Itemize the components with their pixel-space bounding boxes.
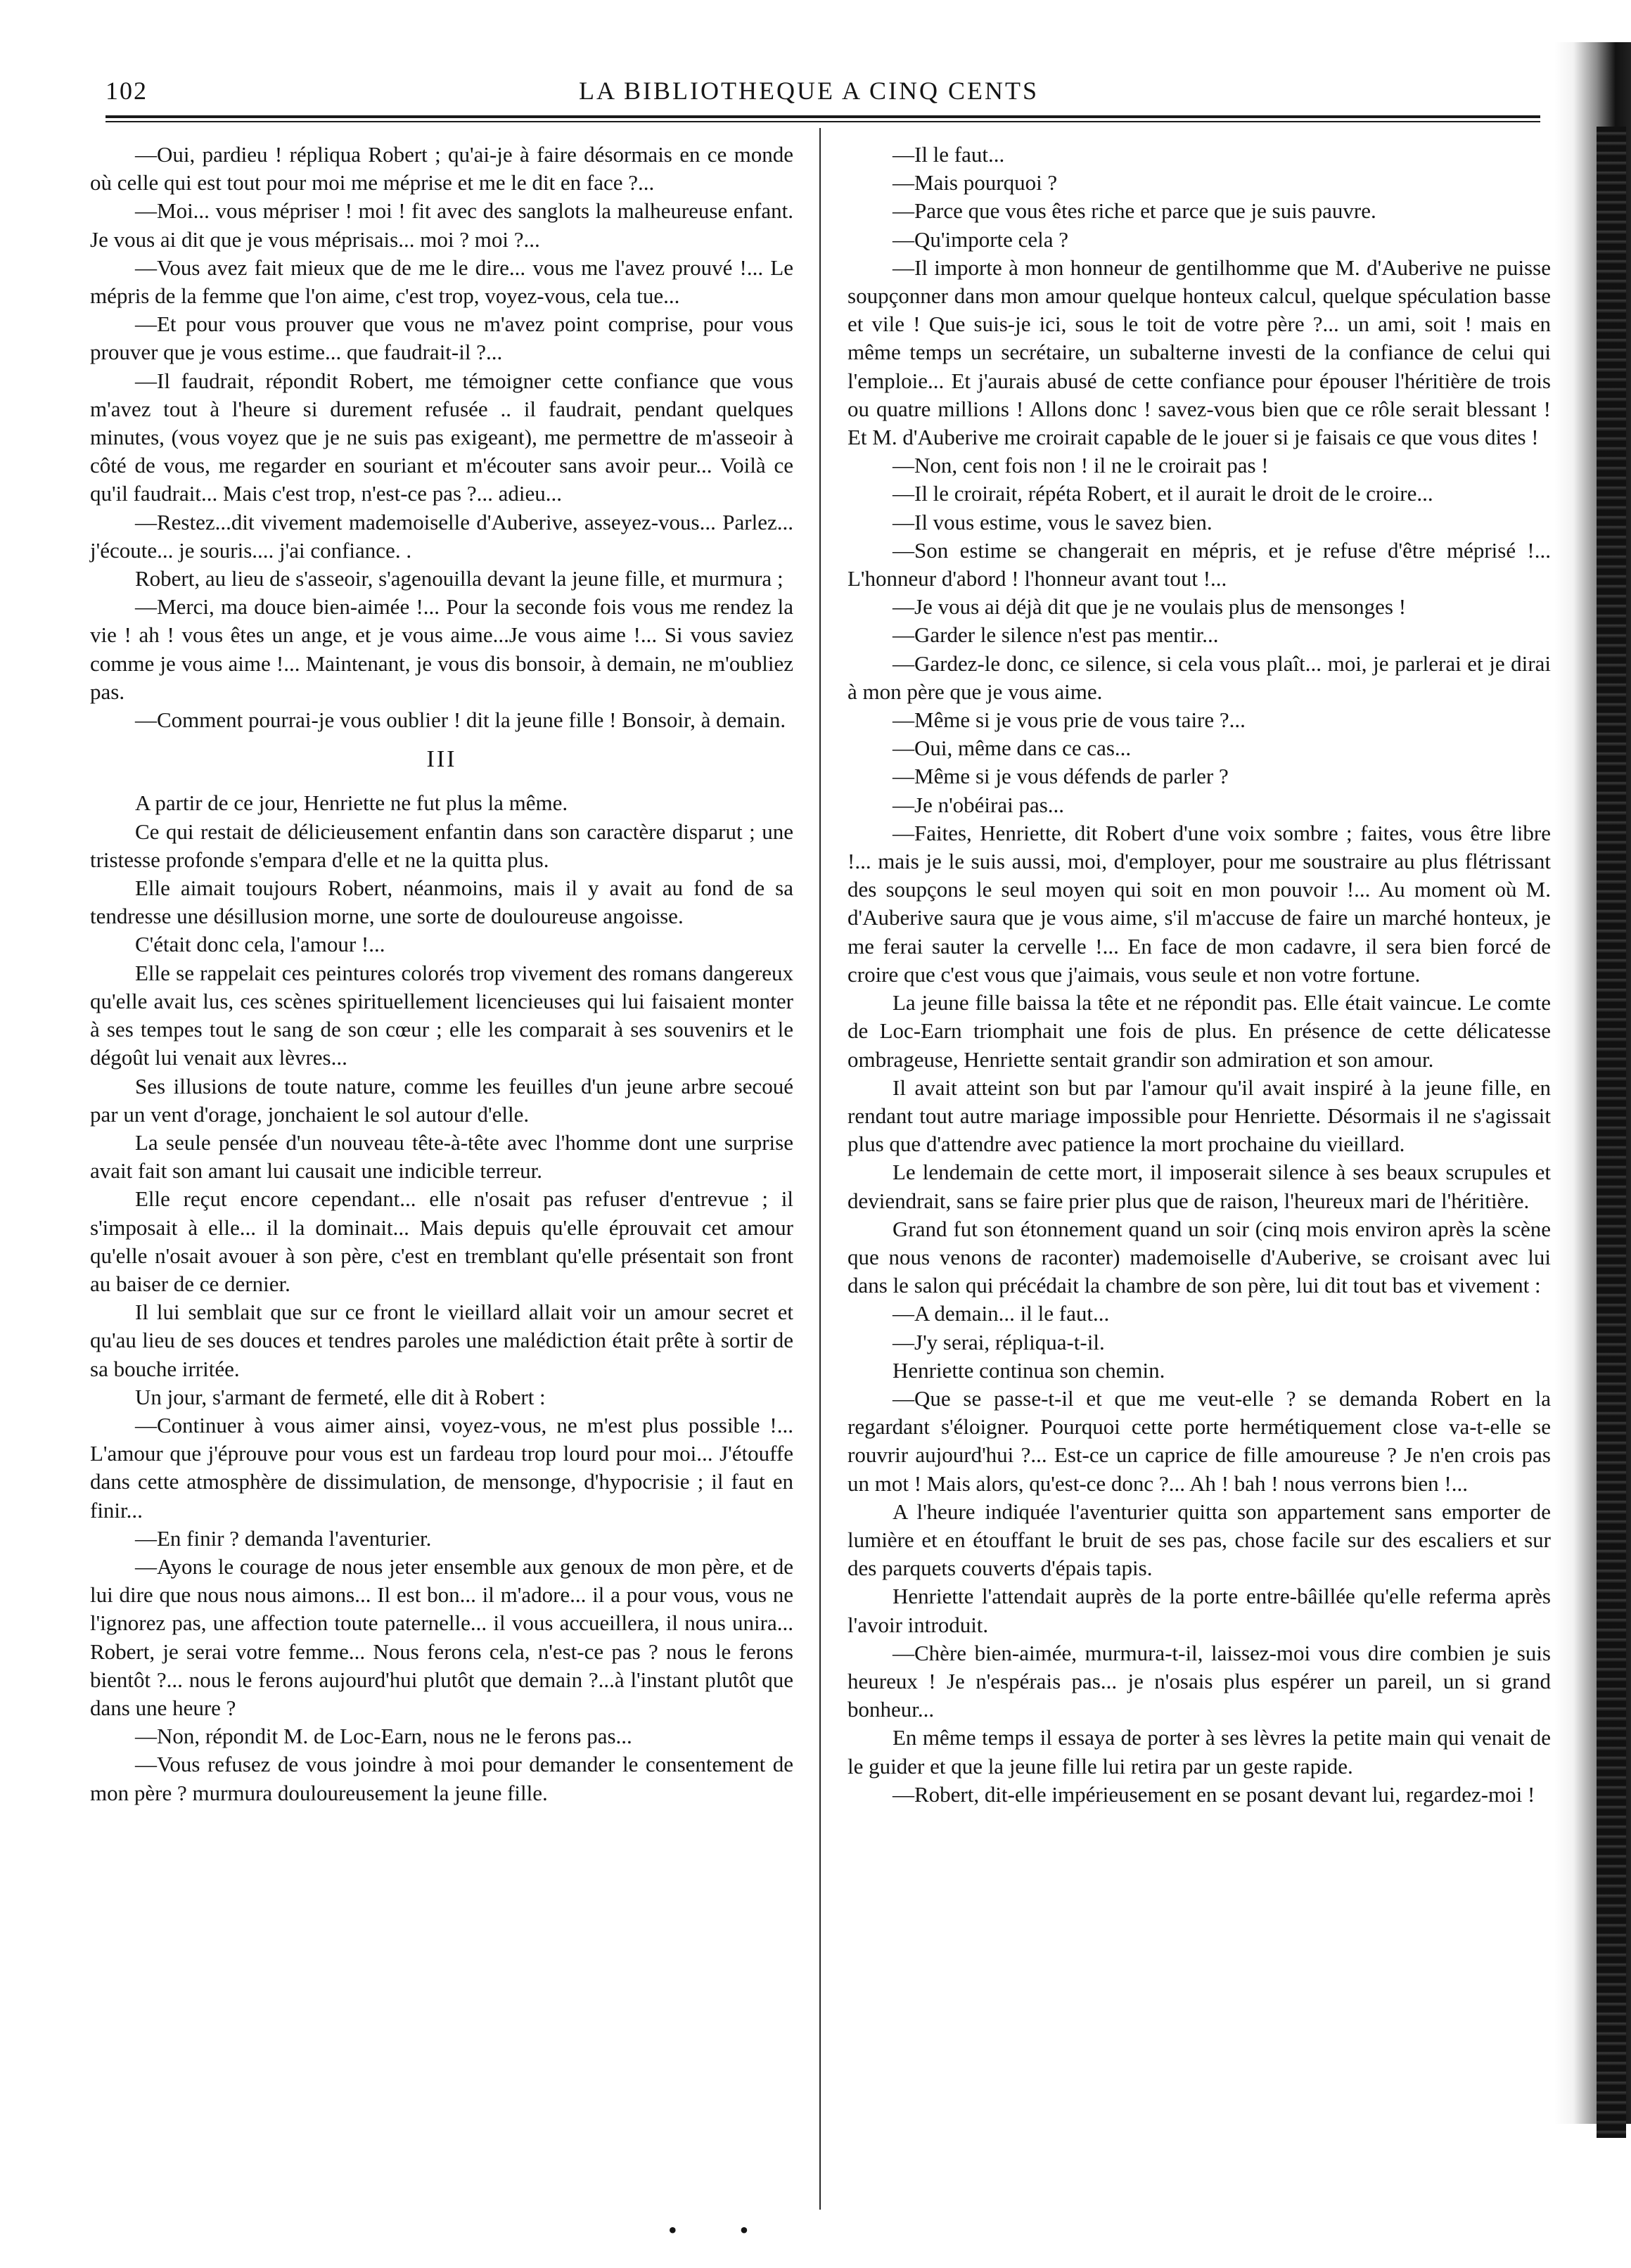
- right-text-column: [848, 141, 1551, 1809]
- paragraph: —Garder le silence n'est pas mentir...: [893, 622, 1219, 648]
- binding-edge: [1597, 127, 1626, 2138]
- paragraph: A l'heure indiquée l'aventurier quitta son appartement sans emporter de lumière et en étouffant le bruit de ses pas, chose facile sur des escaliers et sur des parquets couverts d'épais tapis.: [848, 1499, 1551, 1581]
- paragraph: —Faites, Henriette, dit Robert d'une voix sombre ; faites, vous être libre !... mais je le suis aussi, moi, d'employer, pour me soustraire au plus flétrissant des soupçons le seul moyen qui soit en mon pouvoir !... Au moment où M. d'Auberive saura que je vous aime, s'il m'accuse de faire un marché honteux, je me ferai sauter la cervelle !... En face de mon cadavre, il sera bien forcé de croire que c'est vous que j'aimais, vous seule et non votre fortune.: [848, 820, 1551, 987]
- paragraph: —J'y serai, répliqua-t-il.: [893, 1329, 1105, 1354]
- paragraph: —Oui, pardieu ! répliqua Robert ; qu'ai-je à faire désormais en ce monde où celle qui est tout pour moi me méprise et me le dit en face ?...: [90, 142, 793, 196]
- header-rule-thin: [105, 121, 1540, 122]
- paragraph: Ses illusions de toute nature, comme les feuilles d'un jeune arbre secoué par un vent d'orage, jonchaient le sol autour d'elle.: [90, 1073, 793, 1127]
- paragraph: —Qu'importe cela ?: [893, 226, 1069, 252]
- paragraph: —Comment pourrai-je vous oublier ! dit la jeune fille ! Bonsoir, à demain.: [135, 707, 786, 733]
- paragraph: Elle se rappelait ces peintures colorés trop vivement des romans dangereux qu'elle avait lus, ces scènes spirituellement licencieuses qui lui faisaient monter à ses tempes tout le sang de son cœur ; elle les comparait à ses souvenirs et le dégoût lui venait aux lèvres...: [90, 960, 793, 1070]
- paragraph: —Gardez-le donc, ce silence, si cela vous plaît... moi, je parlerai et je dirai à mon père que je vous aime.: [848, 651, 1551, 704]
- paragraph: —Continuer à vous aimer ainsi, voyez-vous, ne m'est plus possible !... L'amour que j'éprouve pour vous est un fardeau trop lourd pour moi... J'étouffe dans cette atmosphère de dissimulation, de mensonge, d'hypocrisie ; il faut en finir...: [90, 1412, 793, 1523]
- paragraph: —Non, cent fois non ! il ne le croirait pas !: [893, 453, 1269, 478]
- paragraph: —Même si je vous défends de parler ?: [893, 764, 1229, 789]
- paragraph: Il avait atteint son but par l'amour qu'il avait inspiré à la jeune fille, en rendant tout autre mariage impossible pour Henriette. Désormais il ne s'agissait plus que d'attendre avec patience la mort prochaine du vieillard.: [848, 1075, 1551, 1157]
- paragraph: —Robert, dit-elle impérieusement en se posant devant lui, regardez-moi !: [893, 1781, 1535, 1807]
- paragraph: —Il importe à mon honneur de gentilhomme que M. d'Auberive ne puisse soupçonner dans mon amour quelque honteux calcul, quelque spéculation basse et vile ! Que suis-je ici, sous le toit de votre père ?... un ami, soit ! mais en même temps un secrétaire, un subalterne investi de la confiance de celui qui l'emploie... Et j'aurais abusé de cette confiance pour épouser l'héritière de trois ou quatre millions ! Allons donc ! savez-vous bien que ce rôle serait blessant ! Et M. d'Auberive me croirait capable de le jouer si je faisais ce que vous dites !: [848, 255, 1551, 450]
- left-text-column: [90, 141, 793, 1807]
- header-rule-thick: [105, 115, 1540, 118]
- paragraph: —Que se passe-t-il et que me veut-elle ? se demanda Robert en la regardant s'éloigner. Pourquoi cette porte hermétiquement close va-t-elle se rouvrir aujourd'hui ?... Est-ce un caprice de fille amoureuse ? Je n'en crois pas un mot ! Mais alors, qu'est-ce donc ?... Ah ! bah ! nous verrons bien !...: [848, 1385, 1551, 1496]
- paragraph: —Ayons le courage de nous jeter ensemble aux genoux de mon père, et de lui dire que nous nous aimons... Il est bon... il m'adore... il a pour vous, vous ne l'ignorez pas, une affection toute paternelle... il vous accueillera, il nous unira... Robert, je serai votre femme... Nous ferons cela, n'est-ce pas ? nous le ferons bientôt ?... nous le ferons aujourd'hui plutôt que demain ?...à l'instant plutôt que dans une heure ?: [90, 1553, 793, 1720]
- column-divider: [819, 128, 821, 2210]
- running-title: LA BIBLIOTHEQUE A CINQ CENTS: [579, 77, 1039, 105]
- paragraph: —Son estime se changerait en mépris, et je refuse d'être méprisé !... L'honneur d'abord ! l'honneur avant tout !...: [848, 537, 1551, 591]
- paragraph: Henriette continua son chemin.: [893, 1357, 1165, 1383]
- paragraph: A partir de ce jour, Henriette ne fut plus la même.: [135, 790, 568, 816]
- paragraph: —Chère bien-aimée, murmura-t-il, laissez-moi vous dire combien je suis heureux ! Je n'espérais pas... je n'osais plus espérer un pareil, un si grand bonheur...: [848, 1640, 1551, 1722]
- paragraph: —Et pour vous prouver que vous ne m'avez point comprise, pour vous prouver que je vous estime... que faudrait-il ?...: [90, 312, 793, 365]
- paragraph: —Il vous estime, vous le savez bien.: [893, 509, 1213, 534]
- paragraph: Elle aimait toujours Robert, néanmoins, mais il y avait au fond de sa tendresse une désillusion morne, une sorte de douloureuse angoisse.: [90, 876, 793, 929]
- paragraph: —Parce que vous êtes riche et parce que je suis pauvre.: [893, 198, 1376, 224]
- paragraph: Ce qui restait de délicieusement enfantin dans son caractère disparut ; une tristesse profonde s'empara d'elle et ne la quitta plus.: [90, 819, 793, 872]
- section-heading: III: [426, 746, 457, 773]
- running-head: [105, 76, 1512, 110]
- paragraph: —A demain... il le faut...: [893, 1301, 1110, 1326]
- paragraph: La seule pensée d'un nouveau tête-à-tête avec l'homme dont une surprise avait fait son amant lui causait une indicible terreur.: [90, 1129, 793, 1184]
- paragraph: —Il le croirait, répéta Robert, et il aurait le droit de le croire...: [893, 481, 1433, 506]
- paragraph: —Oui, même dans ce cas...: [893, 736, 1132, 761]
- paragraph: —Vous refusez de vous joindre à moi pour demander le consentement de mon père ? murmura douloureusement la jeune fille.: [90, 1752, 793, 1805]
- paragraph: Henriette l'attendait auprès de la porte entre-bâillée qu'elle referma après l'avoir introduit.: [848, 1584, 1551, 1637]
- paragraph: —Restez...dit vivement mademoiselle d'Auberive, asseyez-vous... Parlez... j'écoute... je souris.... j'ai confiance. .: [90, 509, 793, 563]
- paragraph: —Même si je vous prie de vous taire ?...: [893, 707, 1246, 733]
- paragraph: —En finir ? demanda l'aventurier.: [135, 1525, 432, 1551]
- paragraph: —Je n'obéirai pas...: [893, 792, 1065, 817]
- paragraph: —Non, répondit M. de Loc-Earn, nous ne le ferons pas...: [135, 1724, 632, 1749]
- paragraph: —Je vous ai déjà dit que je ne voulais plus de mensonges !: [893, 594, 1407, 620]
- paragraph: —Moi... vous mépriser ! moi ! fit avec des sanglots la malheureuse enfant. Je vous ai dit que je vous méprisais... moi ? moi ?...: [90, 198, 793, 252]
- paragraph: —Merci, ma douce bien-aimée !... Pour la seconde fois vous me rendez la vie ! ah ! vous êtes un ange, et je vous aime...Je vous aime !... Si vous saviez comme je vous aime !... Maintenant, je vous dis bonsoir, à demain, ne m'oubliez pas.: [90, 594, 793, 704]
- paragraph: En même temps il essaya de porter à ses lèvres la petite main qui venait de le guider et que la jeune fille lui retira par un geste rapide.: [848, 1725, 1551, 1779]
- paragraph: —Vous avez fait mieux que de me le dire... vous me l'avez prouvé !... Le mépris de la femme que l'on aime, c'est trop, voyez-vous, cela tue...: [90, 255, 793, 309]
- paragraph: —Il le faut...: [893, 142, 1005, 167]
- paragraph: Un jour, s'armant de fermeté, elle dit à Robert :: [135, 1384, 546, 1409]
- paragraph: —Il faudrait, répondit Robert, me témoigner cette confiance que vous m'avez tout à l'heure si durement refusée .. il faudrait, pendant quelques minutes, (vous voyez que je ne suis pas exigeant), me permettre de m'asseoir à côté de vous, me regarder en souriant et m'écouter sans avoir peur... Voilà ce qu'il faudrait... Mais c'est trop, n'est-ce pas ?... adieu...: [90, 368, 793, 506]
- page-number: 102: [105, 77, 148, 105]
- paragraph: Elle reçut encore cependant... elle n'osait pas refuser d'entrevue ; il s'imposait à elle... il la dominait... Mais depuis qu'elle éprouvait cet amour qu'elle n'osait avouer à son père, c'est en tremblant qu'elle présentait son front au baiser de ce dernier.: [90, 1186, 793, 1296]
- paragraph: Robert, au lieu de s'asseoir, s'agenouilla devant la jeune fille, et murmura ;: [135, 566, 783, 591]
- paragraph: —Mais pourquoi ?: [893, 170, 1058, 196]
- paragraph: Le lendemain de cette mort, il imposerait silence à ses beaux scrupules et deviendrait, sans se faire prier plus que de raison, l'heureux mari de l'héritière.: [848, 1160, 1551, 1213]
- footer-dots: • •: [668, 2216, 777, 2244]
- paragraph: C'était donc cela, l'amour !...: [135, 932, 385, 957]
- paragraph: La jeune fille baissa la tête et ne répondit pas. Elle était vaincue. Le comte de Loc-Earn triomphait une fois de plus. En présence de cette délicatesse ombrageuse, Henriette sentait grandir son admiration et son amour.: [848, 990, 1551, 1072]
- paragraph: Grand fut son étonnement quand un soir (cinq mois environ après la scène que nous venons de raconter) mademoiselle d'Auberive, se croisant avec lui dans le salon qui précédait la chambre de son père, lui dit tout bas et vivement :: [848, 1216, 1551, 1298]
- paragraph: Il lui semblait que sur ce front le vieillard allait voir un amour secret et qu'au lieu de ses douces et tendres paroles une malédiction était prête à sortir de sa bouche irritée.: [90, 1300, 793, 1381]
